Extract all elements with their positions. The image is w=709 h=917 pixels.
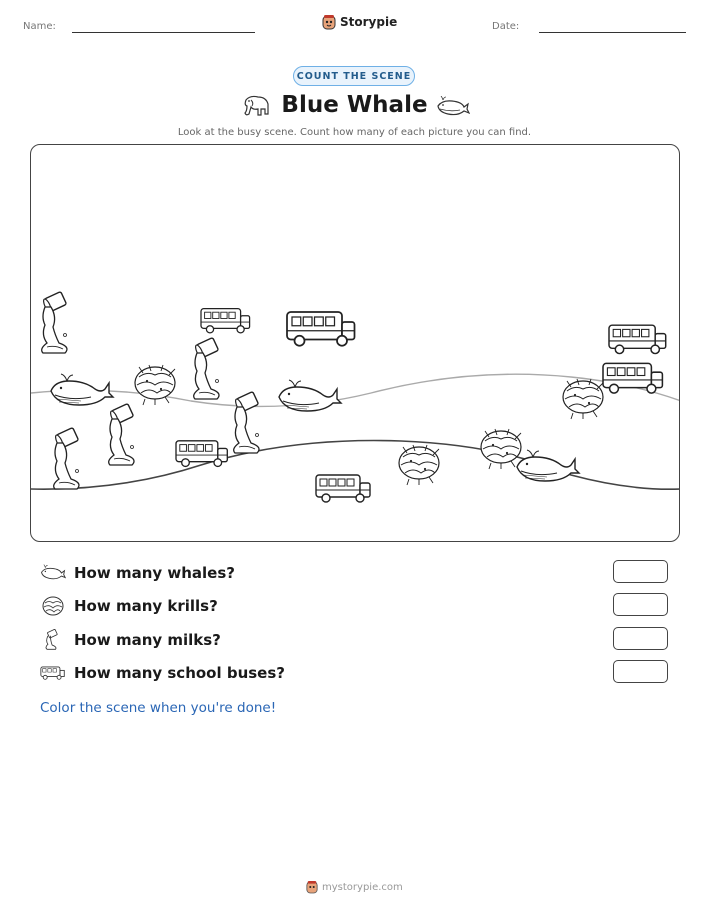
krill-2 <box>399 445 439 485</box>
date-line[interactable] <box>539 32 686 33</box>
name-line[interactable] <box>72 32 255 33</box>
question-text: How many school buses? <box>74 664 285 682</box>
storypie-mascot-icon <box>322 14 336 30</box>
website-url[interactable]: mystorypie.com <box>322 881 403 893</box>
brand-name: Storypie <box>340 15 398 29</box>
milk-5 <box>234 392 259 453</box>
scene-illustration <box>31 145 680 542</box>
instructions: Look at the busy scene. Count how many of each picture you can find. <box>177 127 532 138</box>
activity-badge: COUNT THE SCENE <box>293 66 415 86</box>
krill-icon <box>40 595 66 617</box>
question-school-buses <box>40 660 680 688</box>
bus-4 <box>603 363 662 393</box>
milk-2 <box>194 338 219 399</box>
milk-icon <box>40 629 66 651</box>
whale-icon <box>436 96 470 118</box>
whale-2 <box>279 380 341 411</box>
question-krills <box>40 593 680 621</box>
question-milks <box>40 627 680 655</box>
whale-icon <box>40 562 66 584</box>
whale-3 <box>517 450 579 481</box>
krill-3 <box>481 429 521 469</box>
question-text: How many whales? <box>74 564 235 582</box>
bus-2 <box>287 312 355 346</box>
bus-1 <box>201 309 250 333</box>
school-bus-icon <box>40 662 66 684</box>
answer-box-whales[interactable] <box>613 560 668 583</box>
whale-1 <box>51 374 113 405</box>
date-label: Date: <box>492 21 520 32</box>
milk-3 <box>54 428 79 489</box>
question-text: How many milks? <box>74 631 221 649</box>
bus-5 <box>176 441 227 467</box>
krill-4 <box>563 379 603 419</box>
answer-box-milks[interactable] <box>613 627 668 650</box>
answer-box-krills[interactable] <box>613 593 668 616</box>
color-instruction: Color the scene when you're done! <box>40 700 277 716</box>
milk-4 <box>109 404 134 465</box>
name-label: Name: <box>23 21 56 32</box>
milk-1 <box>42 292 67 353</box>
storypie-mascot-icon <box>306 880 318 894</box>
brand-logo <box>322 14 397 30</box>
worksheet-title: Blue Whale <box>281 92 428 118</box>
krill-1 <box>135 365 175 405</box>
busy-scene <box>30 144 680 542</box>
question-whales <box>40 560 680 588</box>
question-text: How many krills? <box>74 597 218 615</box>
website-footer <box>306 880 403 894</box>
bus-3 <box>609 325 666 353</box>
bus-6 <box>316 475 370 502</box>
answer-box-school-buses[interactable] <box>613 660 668 683</box>
